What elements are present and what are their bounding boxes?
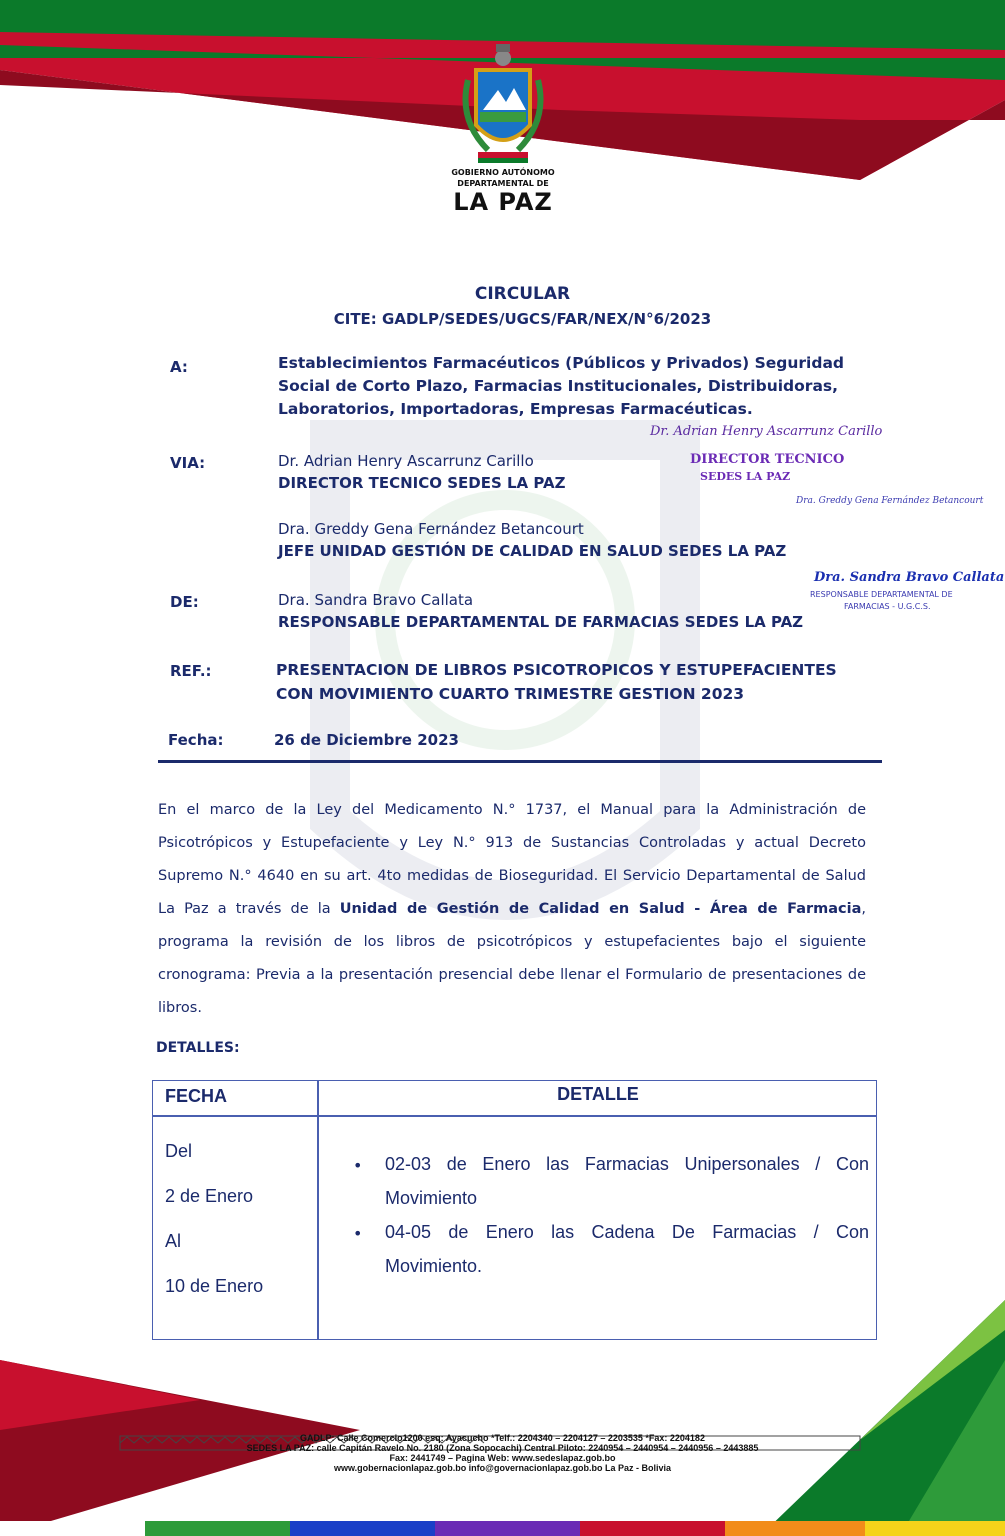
color-band-blue: [290, 1521, 435, 1536]
bullet-icon: •: [353, 1156, 363, 1175]
header-fecha: FECHA: [165, 1086, 227, 1106]
from-title: RESPONSABLE DEPARTAMENTAL DE FARMACIAS SEDES LA PAZ: [278, 613, 804, 631]
footer-line-1: GADLP: Calle Comercio1200 esq: Ayacucho *Telf.: 2204340 – 2204127 – 2203535 *Fax: 2204182: [300, 1433, 705, 1443]
stamp-responsable-line2: FARMACIAS - U.G.C.S.: [844, 602, 931, 611]
color-band-purple: [435, 1521, 580, 1536]
date-label: Fecha:: [168, 731, 224, 749]
header-detalle: DETALLE: [557, 1084, 639, 1104]
ref-label: REF.:: [170, 662, 212, 680]
via-1-title: DIRECTOR TECNICO SEDES LA PAZ: [278, 474, 566, 492]
bullet-icon: •: [353, 1224, 363, 1243]
details-heading: DETALLES:: [156, 1040, 240, 1056]
fecha-line: 2 de Enero: [165, 1186, 254, 1206]
stamp-responsable-line1: RESPONSABLE DEPARTAMENTAL DE: [810, 590, 953, 599]
color-band-green: [145, 1521, 290, 1536]
from-name: Dra. Sandra Bravo Callata: [278, 591, 474, 609]
logo-line-1: GOBIERNO AUTÓNOMO: [451, 168, 555, 177]
stamp-director-line2: SEDES LA PAZ: [700, 470, 791, 483]
circular-title: CIRCULAR: [474, 284, 571, 304]
date-value: 26 de Diciembre 2023: [274, 731, 459, 749]
footer-line-3: Fax: 2441749 – Pagina Web: www.sedeslapaz.gob.bo: [389, 1453, 616, 1463]
stamp-responsable-signature: Dra. Sandra Bravo Callata: [814, 570, 1005, 585]
logo-line-3: LA PAZ: [453, 188, 553, 216]
stamp-director-line1: DIRECTOR TECNICO: [690, 452, 845, 467]
detail-item: 04-05 de Enero las Cadena De Farmacias / Con Movimiento.: [385, 1222, 869, 1276]
color-band-orange: [725, 1521, 865, 1536]
body-text-1: En el marco de la Ley del Medicamento N.° 1737, el Manual para la Administración de Psicotrópicos y Estupefaciente y Ley N.° 913 de Sustancias Controladas y actual Decreto Supremo N.° 4640 en su art. 4to medidas de Bioseguridad. El Servicio Departamental de Salud La Paz a través de la: [158, 802, 866, 917]
via-1-name: Dr. Adrian Henry Ascarrunz Carillo: [278, 452, 534, 470]
ref-text: PRESENTACION DE LIBROS PSICOTROPICOS Y ESTUPEFACIENTES CON MOVIMIENTO CUARTO TRIMESTRE GESTION 2023: [276, 661, 837, 703]
color-band-yellow: [865, 1521, 1005, 1536]
stamp-jefe-signature: Dra. Greddy Gena Fernández Betancourt: [796, 496, 984, 506]
via-2-name: Dra. Greddy Gena Fernández Betancourt: [278, 520, 584, 538]
footer-line-4: www.gobernacionlapaz.gob.bo info@governacionlapaz.gob.bo La Paz - Bolivia: [334, 1463, 671, 1473]
cite-number: CITE: GADLP/SEDES/UGCS/FAR/NEX/N°6/2023: [333, 310, 712, 328]
via-label: VIA:: [170, 454, 206, 472]
fecha-line: 10 de Enero: [165, 1276, 264, 1296]
footer-contact: [0, 1433, 1005, 1473]
from-label: DE:: [170, 593, 199, 611]
detail-item: 02-03 de Enero las Farmacias Unipersonales / Con Movimiento: [385, 1154, 869, 1208]
color-band-white: [0, 1521, 145, 1536]
via-2-title: JEFE UNIDAD GESTIÓN DE CALIDAD EN SALUD SEDES LA PAZ: [278, 542, 787, 560]
body-text-bold: Unidad de Gestión de Calidad en Salud - Área de Farmacia: [339, 901, 862, 917]
stamp-director-signature: Dr. Adrian Henry Ascarrunz Carillo: [650, 424, 883, 439]
body-text-2: , programa la revisión de los libros de psicotrópicos y estupefacientes bajo el siguiente cronograma: Previa a la presentación presencial debe llenar el Formulario de presentaciones de libros.: [158, 901, 866, 1016]
fecha-line: Al: [165, 1231, 182, 1251]
to-recipients: Establecimientos Farmacéuticos (Públicos y Privados) Seguridad Social de Corto Plazo, Farmacias Institucionales, Distribuidoras, Laboratorios, Importadoras, Empresas Farmacéuticas.: [278, 354, 845, 418]
to-label: A:: [170, 358, 188, 376]
color-band-red: [580, 1521, 725, 1536]
footer-line-2: SEDES LA PAZ: calle Capitán Ravelo No. 2180 (Zona Sopocachi) Central Piloto: 2240954 – 2440954 – 2440956 – 2443885: [246, 1443, 759, 1453]
fecha-line: Del: [165, 1141, 193, 1161]
logo-line-2: DEPARTAMENTAL DE: [457, 179, 549, 188]
